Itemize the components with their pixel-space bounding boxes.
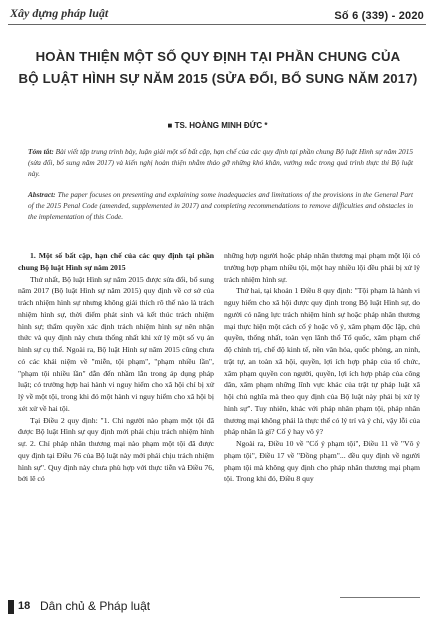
abstract-vi-label: Tóm tắt: <box>28 147 54 156</box>
issue-number: Số 6 (339) - 2020 <box>334 10 424 22</box>
right-column <box>224 250 420 485</box>
page-number: 18 <box>18 600 31 612</box>
header-divider <box>8 24 426 25</box>
journal-name: Dân chủ & Pháp luật <box>40 599 151 613</box>
abstract-en-text: The paper focuses on presenting and explaining some inadequacies and limitations of the provisions in the General Part of the 2015 Penal Code (amended, supplemented in 2017) and completing recommendations to remove difficulties and obstacles in the implementation of this Code. <box>28 190 413 221</box>
abstract-english <box>28 189 413 222</box>
left-paragraph-2: Tại Điều 2 quy định: "1. Chỉ người nào phạm một tội đã được Bộ luật Hình sự quy định mới phải chịu trách nhiệm hình sự. 2. Chỉ pháp nhân thương mại nào phạm một tội đã được quy định tại Điều 76 của Bộ luật này mới phải chịu trách nhiệm hình sự". Quy định này chưa phù hợp với thực tiễn và Điều 76, bởi lẽ có <box>18 415 214 484</box>
right-paragraph-2: Thứ hai, tại khoản 1 Điều 8 quy định: "Tội phạm là hành vi nguy hiểm cho xã hội được quy định trong Bộ luật Hình sự, do người có năng lực trách nhiệm hình sự hoặc pháp nhân thương mại thực hiện một cách cố ý hoặc vô ý, xâm phạm độc lập, chủ quyền, thống nhất, toàn vẹn lãnh thổ Tổ quốc, xâm phạm chế độ chính trị, chế độ kinh tế, nền văn hóa, quốc phòng, an ninh, trật tự, an toàn xã hội, quyền, lợi ích hợp pháp của tổ chức, xâm phạm quyền con người, quyền, lợi ích hợp pháp của công dân, xâm phạm những lĩnh vực khác của trật tự pháp luật xã hội chủ nghĩa mà theo quy định của Bộ luật này phải bị xử lý hình sự". Tuy nhiên, khác với pháp nhân phạm tội, pháp nhân thương mại không phải là thực thể có lý trí và ý chí, vậy lỗi của pháp nhân là gì? Cố ý hay vô ý? <box>224 286 420 437</box>
section-name: Xây dựng pháp luật <box>10 6 109 20</box>
title-line-1: HOÀN THIỆN MỘT SỐ QUY ĐỊNH TẠI PHẦN CHUNG CỦA <box>35 49 401 64</box>
abstract-en-label: Abstract: <box>28 190 56 199</box>
left-column <box>18 250 214 485</box>
right-paragraph-1: những hợp người hoặc pháp nhân thương mại phạm một lội có trường hợp phạm nhiều tội, một hay nhiều lội đều phải bị xử lý trách nhiệm hình sự. <box>224 251 420 284</box>
article-title <box>18 46 418 90</box>
footer-marker <box>8 600 14 614</box>
footnote-divider <box>340 597 420 598</box>
right-paragraph-3: Ngoài ra, Điều 10 về "Cố ý phạm tội", Điều 11 về "Vô ý phạm tội", Điều 17 về "Đồng phạm"... đều quy định về người phạm tội mà không quy định cho pháp nhân thương mại phạm tội. Trong khi đó, Điều 8 quy <box>224 439 420 484</box>
abstract-vietnamese <box>28 146 413 179</box>
section-heading: 1. Một số bất cập, hạn chế của các quy định tại phần chung Bộ luật Hình sự năm 2015 <box>18 251 214 272</box>
title-line-2: BỘ LUẬT HÌNH SỰ NĂM 2015 (SỬA ĐỔI, BỔ SUNG NĂM 2017) <box>18 71 418 86</box>
page-header <box>8 6 428 26</box>
left-paragraph-1: Thứ nhất, Bộ luật Hình sự năm 2015 được sửa đổi, bổ sung năm 2017 (Bộ luật Hình sự năm 2015) quy định về cơ sở của trách nhiệm hình sự nhưng không giải thích rõ thế nào là trách nhiệm hình sự, thời điểm phát sinh và kết thúc trách nhiệm hình sự; thẩm quyền xác định trách nhiệm hình sự nên nhận thức và quy định này chưa thống nhất khi xử lý một số vụ án hình sự cụ thể. Ngoài ra, Bộ luật Hình sự năm 2015 cũng chưa có các khái niệm về "miễn, tội phạm", "phạm nhiều lần", "phạm tội nhiều lần" dẫn đến nhầm lẫn trong áp dụng pháp luật; có trường hợp hai hành vi nguy hiểm cho xã hội chỉ bị xử lý về một tội, trong khi đó một hành vi nguy hiểm cho xã hội bị xét xử về hai tội. <box>18 274 214 413</box>
author-line: ■ TS. HOÀNG MINH ĐỨC * <box>167 121 268 130</box>
abstract-vi-text: Bài viết tập trung trình bày, luận giải một số bất cập, hạn chế của các quy định tại phần chung Bộ luật Hình sự năm 2015 (sửa đổi, bổ sung năm 2017) và kiến nghị hoàn thiện nhằm tháo gỡ những khó khăn, vướng mắc trong quá trình thực thi Bộ luật này. <box>28 147 414 178</box>
